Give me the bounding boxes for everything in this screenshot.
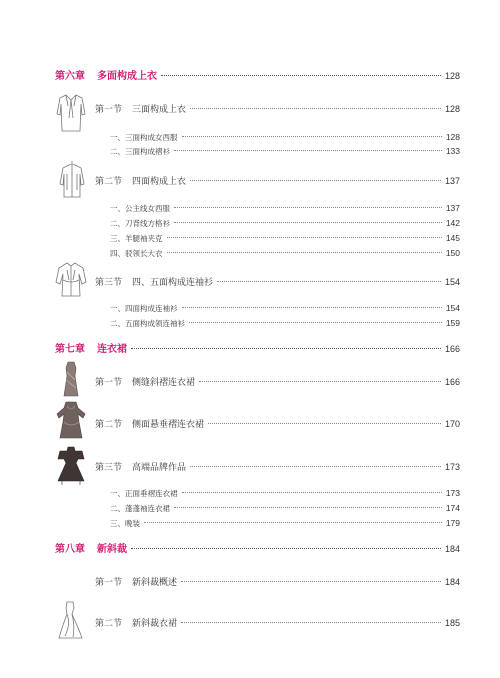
page-number: 128 — [444, 71, 460, 81]
toc-item[interactable] — [110, 248, 460, 259]
page-number: 150 — [445, 248, 460, 258]
page-number: 128 — [444, 104, 460, 114]
page-number: 137 — [444, 176, 460, 186]
page-number: 166 — [444, 377, 460, 387]
toc-chapter-8[interactable] — [55, 540, 460, 555]
page-number: 154 — [444, 277, 460, 287]
leader-dots — [174, 207, 442, 208]
page-number: 173 — [444, 462, 460, 472]
toc-item[interactable] — [110, 518, 460, 529]
shirt-illustration — [57, 160, 87, 200]
page-number: 166 — [444, 344, 460, 354]
leader-dots — [190, 180, 441, 181]
section-label: 第二节 — [95, 176, 123, 186]
toc-item[interactable] — [110, 218, 460, 229]
item-title: 三、羊腿袖夹克 — [110, 234, 163, 243]
page-number: 173 — [445, 488, 460, 498]
leader-dots — [182, 136, 442, 137]
page-number: 184 — [444, 544, 460, 554]
bias-dress-illustration — [55, 600, 85, 640]
page-number: 145 — [445, 233, 460, 243]
leader-dots — [217, 281, 441, 282]
page-number: 137 — [445, 203, 460, 213]
toc-item[interactable] — [110, 318, 460, 329]
page-number: 174 — [445, 503, 460, 513]
item-title: 二、五面构成领连袖衫 — [110, 319, 185, 328]
toc-chapter-7[interactable] — [55, 340, 460, 355]
item-title: 一、公主线女西服 — [110, 204, 170, 213]
toc-item[interactable] — [110, 503, 460, 514]
page-number: 142 — [445, 218, 460, 228]
page-number: 159 — [445, 318, 460, 328]
leader-dots — [174, 222, 442, 223]
section-label: 第三节 — [95, 277, 123, 287]
section-title: 四面构成上衣 — [132, 176, 187, 186]
cowl-dress-illustration — [54, 400, 88, 440]
leader-dots — [182, 492, 442, 493]
toc-section[interactable] — [95, 275, 460, 288]
puff-dress-illustration — [54, 445, 88, 487]
toc-item[interactable] — [110, 233, 460, 244]
toc-chapter-6[interactable] — [55, 67, 460, 82]
leader-dots — [144, 522, 442, 523]
toc-item[interactable] — [110, 303, 460, 314]
jacket-illustration — [55, 92, 87, 134]
leader-dots — [181, 622, 441, 623]
leader-dots — [167, 252, 442, 253]
page-number: 185 — [444, 618, 460, 628]
item-title: 一、正面垂褶连衣裙 — [110, 489, 178, 498]
blouse-illustration — [55, 260, 87, 300]
leader-dots — [189, 322, 442, 323]
leader-dots — [182, 307, 442, 308]
toc-section[interactable] — [95, 616, 460, 629]
toc-section[interactable] — [95, 174, 460, 187]
section-title: 新斜裁衣裙 — [132, 618, 178, 628]
page-number: 128 — [445, 132, 460, 142]
section-label: 第一节 — [95, 104, 123, 114]
leader-dots — [131, 348, 441, 349]
leader-dots — [190, 466, 441, 467]
leader-dots — [167, 237, 442, 238]
item-title: 一、四面构成连袖衫 — [110, 304, 178, 313]
section-label: 第一节 — [95, 577, 123, 587]
toc-section[interactable] — [95, 460, 460, 473]
section-title: 高端品牌作品 — [132, 462, 187, 472]
page-number: 154 — [445, 303, 460, 313]
section-title: 新斜裁概述 — [132, 577, 178, 587]
leader-dots — [161, 75, 441, 76]
toc-section[interactable] — [95, 375, 460, 388]
section-label: 第一节 — [95, 377, 123, 387]
chapter-title: 连衣裙 — [97, 344, 127, 355]
leader-dots — [181, 581, 441, 582]
page-number: 133 — [445, 146, 460, 156]
page-number: 184 — [444, 577, 460, 587]
toc-item[interactable] — [110, 132, 460, 143]
section-label: 第二节 — [95, 419, 123, 429]
toc-item[interactable] — [110, 488, 460, 499]
item-title: 二、刀背线方格衫 — [110, 219, 170, 228]
section-label: 第二节 — [95, 618, 123, 628]
toc-item[interactable] — [110, 203, 460, 214]
page-number: 179 — [445, 518, 460, 528]
chapter-label: 第六章 — [55, 71, 85, 82]
leader-dots — [190, 108, 441, 109]
draped-dress-illustration — [60, 360, 82, 400]
toc-section[interactable] — [95, 575, 460, 588]
leader-dots — [199, 381, 441, 382]
chapter-title: 新斜裁 — [97, 544, 127, 555]
leader-dots — [131, 548, 441, 549]
chapter-label: 第七章 — [55, 344, 85, 355]
toc-section[interactable] — [95, 417, 460, 430]
leader-dots — [208, 423, 441, 424]
item-title: 二、三面构成褶衫 — [110, 147, 170, 156]
leader-dots — [174, 150, 442, 151]
chapter-title: 多面构成上衣 — [97, 71, 157, 82]
section-title: 侧面悬垂褶连衣裙 — [132, 419, 205, 429]
section-title: 四、五面构成连袖衫 — [132, 277, 214, 287]
item-title: 三、晚装 — [110, 519, 140, 528]
chapter-label: 第八章 — [55, 544, 85, 555]
section-label: 第三节 — [95, 462, 123, 472]
section-title: 三面构成上衣 — [132, 104, 187, 114]
leader-dots — [174, 507, 442, 508]
toc-section[interactable] — [95, 102, 460, 115]
page-number: 170 — [444, 419, 460, 429]
toc-item[interactable] — [110, 146, 460, 157]
item-title: 四、驳领长大衣 — [110, 249, 163, 258]
item-title: 一、三面构成女西服 — [110, 133, 178, 142]
section-title: 侧缝斜褶连衣裙 — [132, 377, 196, 387]
item-title: 二、蓬蓬袖连衣裙 — [110, 504, 170, 513]
